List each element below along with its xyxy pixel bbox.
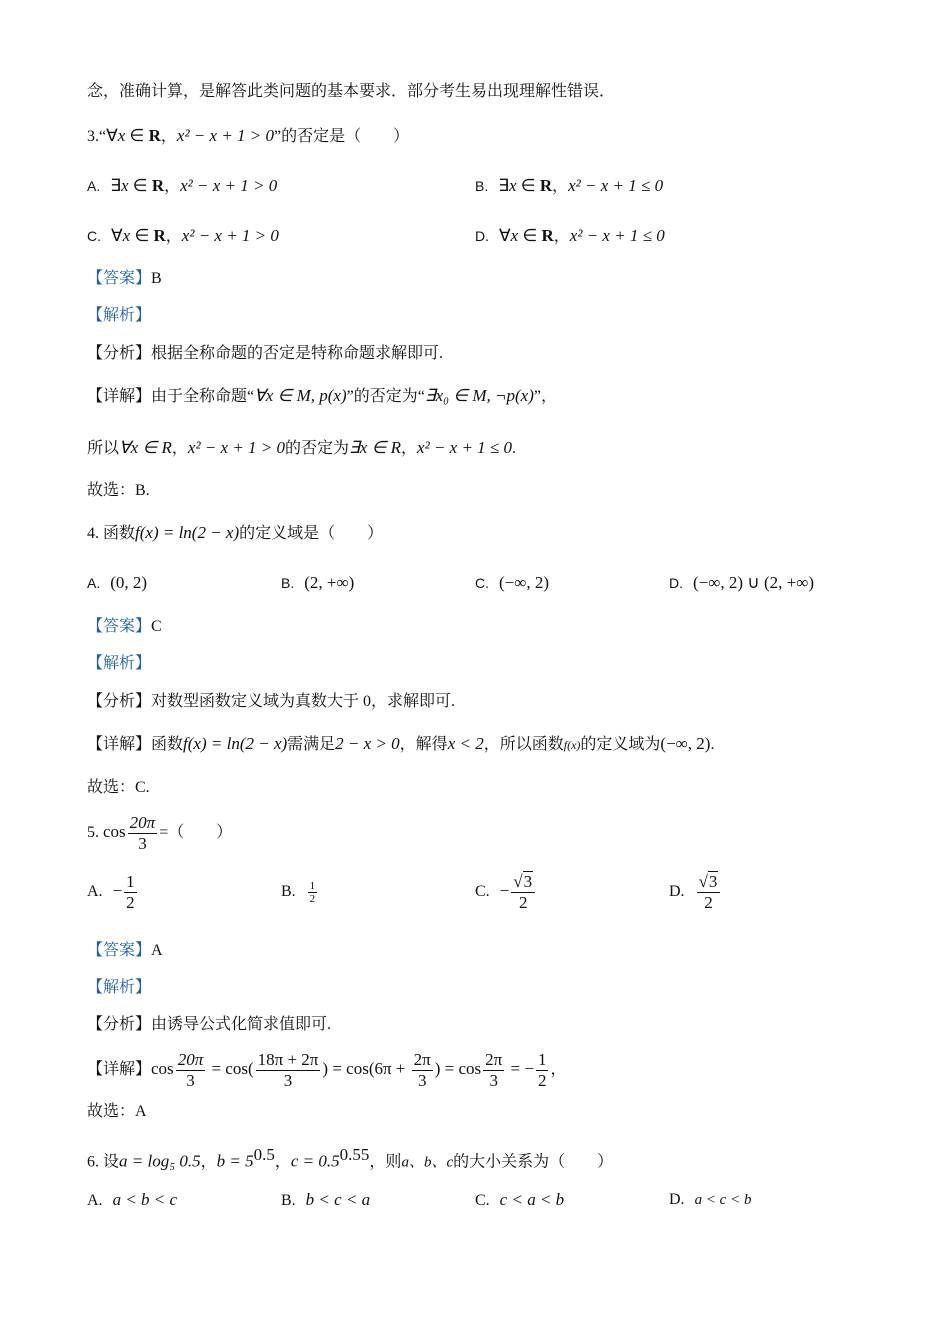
q4-xj-k: . bbox=[710, 736, 715, 753]
q3-R: R bbox=[148, 126, 161, 145]
q4-option-d-label: D. bbox=[669, 575, 683, 591]
q5-stem-denominator: 3 bbox=[138, 833, 147, 853]
q3-guxuan: 故选：B. bbox=[87, 482, 150, 499]
q3-line2-c: ， bbox=[171, 440, 188, 457]
q5-xj-frac5-num: 1 bbox=[537, 1049, 547, 1069]
q5-xj-frac1-den: 3 bbox=[186, 1070, 195, 1090]
q4-answer-value: C bbox=[151, 618, 162, 635]
q5-option-a-den: 2 bbox=[126, 893, 135, 912]
q6-stem-f-sup: 0.55 bbox=[339, 1145, 370, 1164]
q3-var: x bbox=[117, 126, 126, 145]
q5-fenxi-tag: 【分析】 bbox=[87, 1016, 152, 1033]
q4-stem bbox=[87, 521, 383, 546]
q5-xj-frac3-num: 2π bbox=[413, 1049, 431, 1069]
q5-guxuan: 故选：A bbox=[87, 1103, 147, 1120]
q5-stem-eq: =（ ） bbox=[159, 824, 233, 841]
q5-option-d-den: 2 bbox=[704, 893, 713, 912]
q5-option-c-radicand: 3 bbox=[523, 872, 533, 891]
q4-fenxi-tag: 【分析】 bbox=[87, 693, 152, 710]
q4-xj-h: f(x) bbox=[563, 738, 581, 752]
q6-stem-e: ， bbox=[274, 1153, 291, 1171]
q3-line2-d: x² − x + 1 > 0 bbox=[187, 438, 286, 457]
q3-in: ∈ bbox=[125, 126, 149, 145]
q3-xiangjie-text-a: 由于全称命题“ bbox=[151, 388, 255, 405]
q3-option-b-expr: x² − x + 1 ≤ 0 bbox=[568, 176, 664, 195]
q6-option-a-expr: a < b < c bbox=[112, 1190, 178, 1209]
q3-answer-value: B bbox=[151, 270, 162, 287]
q3-number: 3. bbox=[87, 128, 99, 145]
q5-option-a-sign: − bbox=[112, 881, 123, 901]
q3-forall: ∀ bbox=[106, 126, 118, 145]
q5-xj-frac2-num: 18π + 2π bbox=[257, 1049, 319, 1069]
q5-option-c-sign: − bbox=[499, 881, 510, 901]
q5-option-a bbox=[87, 872, 139, 913]
q3-comma: ， bbox=[160, 128, 177, 145]
q4-option-d-expr: (−∞, 2) ∪ (2, +∞) bbox=[693, 573, 815, 592]
q3-option-d-quant: ∀ bbox=[499, 226, 511, 245]
q5-option-d-fraction bbox=[697, 872, 721, 913]
q4-xj-d: 2 − x > 0 bbox=[335, 734, 400, 753]
q5-option-c bbox=[475, 872, 537, 913]
q4-option-d bbox=[669, 571, 814, 596]
q3-option-a: A. ∃x ∈ R，x² − x + 1 > 0 bbox=[87, 176, 278, 195]
q4-xj-j: (−∞, 2) bbox=[660, 734, 711, 753]
q3-answer bbox=[87, 267, 162, 291]
q6-option-a bbox=[87, 1188, 177, 1213]
q5-option-b-den: 2 bbox=[309, 893, 316, 905]
q4-xiangjie bbox=[87, 732, 714, 757]
q3-option-b-label: B. bbox=[475, 178, 489, 194]
q5-answer-tag: 【答案】 bbox=[87, 942, 152, 959]
q5-xj-frac1-num: 20π bbox=[177, 1049, 204, 1069]
q3-fenxi-tag: 【分析】 bbox=[87, 345, 152, 362]
q4-option-a-expr: (0, 2) bbox=[110, 573, 148, 592]
q3-line2-e: 的否定为 bbox=[285, 440, 350, 457]
q3-option-c-label: C. bbox=[87, 228, 101, 244]
q5-xj-frac3 bbox=[412, 1050, 433, 1091]
q5-xj-frac4-den: 3 bbox=[489, 1070, 498, 1090]
q3-line2-g: ， bbox=[401, 440, 418, 457]
q4-fenxi-text: 对数型函数定义域为真数大于 0，求解即可. bbox=[151, 693, 456, 710]
q3-option-c: C. ∀x ∈ R，x² − x + 1 > 0 bbox=[87, 226, 279, 245]
q4-xj-f: x < 2 bbox=[447, 734, 484, 753]
q6-option-d-expr: a < c < b bbox=[694, 1192, 752, 1208]
q5-xj-frac5-den: 2 bbox=[537, 1070, 547, 1090]
q4-option-b bbox=[281, 571, 354, 596]
q5-option-d-radicand: 3 bbox=[708, 872, 718, 891]
q4-answer-tag: 【答案】 bbox=[87, 618, 152, 635]
q6-option-c-expr: c < a < b bbox=[499, 1190, 565, 1209]
q6-stem-g: ，则 bbox=[369, 1153, 402, 1171]
q5-xj-frac2 bbox=[256, 1050, 321, 1091]
q4-fenxi bbox=[87, 690, 455, 714]
q5-xj-eq3: ) = cos bbox=[434, 1059, 482, 1078]
q4-option-b-label: B. bbox=[281, 575, 295, 591]
q3-option-a-expr: x² − x + 1 > 0 bbox=[180, 176, 278, 195]
q3-option-c-expr: x² − x + 1 > 0 bbox=[181, 226, 279, 245]
q5-answer bbox=[87, 939, 163, 963]
q4-answer bbox=[87, 615, 162, 639]
q6-stem-d-sup: 0.5 bbox=[253, 1145, 275, 1164]
q3-option-b: B. ∃x ∈ R，x² − x + 1 ≤ 0 bbox=[475, 176, 664, 195]
q5-xj-end: ， bbox=[550, 1061, 567, 1078]
q5-fenxi-text: 由诱导公式化简求值即可. bbox=[151, 1016, 332, 1033]
q5-xj-frac4 bbox=[483, 1050, 504, 1091]
q6-option-b-label: B. bbox=[281, 1192, 296, 1209]
q3-line2-a: 所以 bbox=[87, 440, 120, 457]
q5-answer-value: A bbox=[151, 942, 163, 959]
q5-xj-frac2-den: 3 bbox=[283, 1070, 293, 1090]
q3-xiangjie-text-c: ”的否定为“ bbox=[346, 388, 425, 405]
q5-option-b-fraction bbox=[308, 880, 318, 905]
q6-stem bbox=[87, 1143, 613, 1174]
q6-stem-a: 6. 设 bbox=[87, 1153, 120, 1171]
q5-xj-cos: cos bbox=[151, 1059, 174, 1078]
q3-line2 bbox=[87, 436, 516, 461]
q4-guxuan: 故选：C. bbox=[87, 779, 150, 796]
q3-option-a-label: A. bbox=[87, 178, 101, 194]
q4-xj-i: 的定义域为 bbox=[580, 736, 661, 753]
q4-stem-c: 的定义域是（ ） bbox=[239, 525, 384, 542]
q6-option-d-label: D. bbox=[669, 1191, 685, 1208]
q3-option-d-label: D. bbox=[475, 228, 489, 244]
q6-option-c bbox=[475, 1188, 564, 1213]
q3-option-d-expr: x² − x + 1 ≤ 0 bbox=[569, 226, 665, 245]
q5-stem-num: 5. bbox=[87, 824, 99, 841]
q3-line2-f: ∃x ∈ R bbox=[349, 438, 402, 457]
q6-stem-i: 的大小关系为（ ） bbox=[453, 1153, 614, 1171]
q3-xiangjie-tag: 【详解】 bbox=[87, 388, 152, 405]
q3-fenxi-text: 根据全称命题的否定是特称命题求解即可. bbox=[151, 345, 444, 362]
q3-option-b-quant: ∃ bbox=[498, 176, 509, 195]
q3-option-d: D. ∀x ∈ R，x² − x + 1 ≤ 0 bbox=[475, 226, 665, 245]
q4-option-c-expr: (−∞, 2) bbox=[499, 573, 550, 592]
q5-stem bbox=[87, 810, 232, 855]
q5-xiangjie bbox=[87, 1045, 566, 1094]
q3-xiangjie-formula-d: ∃x₀ ∈ M, ¬p(x) bbox=[424, 386, 534, 405]
q4-option-c-label: C. bbox=[475, 575, 489, 591]
q5-xj-eq4: = − bbox=[506, 1059, 534, 1078]
q4-xj-e: ，解得 bbox=[399, 736, 448, 753]
q6-option-b-expr: b < c < a bbox=[305, 1190, 371, 1209]
q3-expr: x² − x + 1 > 0 bbox=[176, 126, 275, 145]
q3-xiangjie-text-e: ”， bbox=[533, 388, 557, 405]
q5-stem-fraction bbox=[128, 813, 158, 854]
q5-option-b-label: B. bbox=[281, 883, 296, 901]
q6-stem-f: c = 0.5 bbox=[290, 1151, 340, 1171]
q5-option-d-num: √3 bbox=[697, 872, 721, 893]
q5-jiexi: 【解析】 bbox=[87, 979, 152, 996]
q6-stem-d: b = 5 bbox=[216, 1151, 254, 1171]
q6-stem-c: ， bbox=[200, 1153, 217, 1171]
q3-fenxi bbox=[87, 342, 443, 366]
q4-xiangjie-tag: 【详解】 bbox=[87, 736, 152, 753]
q3-jiexi: 【解析】 bbox=[87, 307, 152, 324]
q5-option-c-label: C. bbox=[475, 883, 490, 901]
q5-fenxi bbox=[87, 1013, 331, 1037]
q4-option-a bbox=[87, 571, 147, 596]
q5-option-d bbox=[669, 872, 722, 913]
q4-option-a-label: A. bbox=[87, 575, 101, 591]
q3-option-a-quant: ∃ bbox=[110, 176, 121, 195]
q5-option-b-num: 1 bbox=[309, 880, 316, 892]
q6-stem-h: a、b、c bbox=[401, 1154, 454, 1171]
q5-xj-frac5 bbox=[536, 1050, 549, 1091]
q4-xj-b: f(x) = ln(2 − x) bbox=[183, 734, 288, 753]
q5-stem-cos: cos bbox=[103, 822, 126, 841]
q3-line2-i: . bbox=[512, 440, 516, 457]
q5-option-c-num: √3 bbox=[511, 872, 535, 893]
q5-stem-numerator: 20π bbox=[129, 812, 156, 832]
q3-open-quote: “ bbox=[99, 128, 107, 145]
q4-xj-g: ，所以函数 bbox=[483, 736, 564, 753]
q3-xiangjie-formula-b: ∀x ∈ M, p(x) bbox=[254, 386, 347, 405]
q3-line2-b: ∀x ∈ R bbox=[119, 438, 172, 457]
q6-option-a-label: A. bbox=[87, 1192, 103, 1209]
q6-option-d bbox=[669, 1188, 751, 1212]
q4-option-c bbox=[475, 571, 549, 596]
q5-option-c-den: 2 bbox=[518, 893, 528, 912]
q5-xj-eq2: ) = cos(6π + bbox=[322, 1059, 410, 1078]
q5-xj-frac4-num: 2π bbox=[485, 1049, 503, 1069]
q6-option-b bbox=[281, 1188, 370, 1213]
q3-line2-h: x² − x + 1 ≤ 0 bbox=[417, 438, 512, 457]
q5-option-b bbox=[281, 880, 319, 905]
q3-stem bbox=[87, 124, 409, 149]
q5-option-c-fraction bbox=[511, 872, 535, 913]
q5-xiangjie-tag: 【详解】 bbox=[87, 1061, 152, 1078]
q3-xiangjie bbox=[87, 384, 557, 409]
q5-xj-frac1 bbox=[176, 1050, 206, 1091]
q4-xj-c: 需满足 bbox=[287, 736, 336, 753]
q4-stem-formula: f(x) = ln(2 − x) bbox=[135, 523, 240, 542]
q4-stem-a: 4. 函数 bbox=[87, 525, 136, 542]
q4-xj-a: 函数 bbox=[151, 736, 184, 753]
q5-option-a-num: 1 bbox=[126, 872, 135, 891]
q3-close: ”的否定是（ ） bbox=[274, 128, 410, 145]
q4-jiexi: 【解析】 bbox=[87, 655, 152, 672]
q5-xj-frac3-den: 3 bbox=[417, 1070, 427, 1090]
q5-option-d-label: D. bbox=[669, 883, 685, 901]
q5-option-a-fraction bbox=[124, 872, 137, 913]
intro-line: 念，准确计算，是解答此类问题的基本要求．部分考生易出现理解性错误． bbox=[87, 83, 616, 100]
q4-option-b-expr: (2, +∞) bbox=[304, 573, 355, 592]
q6-stem-b: a = log₅ 0.5 bbox=[119, 1151, 201, 1171]
q5-xj-eq1: = cos( bbox=[207, 1059, 254, 1078]
q5-option-a-label: A. bbox=[87, 883, 103, 901]
q6-option-c-label: C. bbox=[475, 1192, 490, 1209]
q3-answer-tag: 【答案】 bbox=[87, 270, 152, 287]
q3-option-c-quant: ∀ bbox=[111, 226, 123, 245]
